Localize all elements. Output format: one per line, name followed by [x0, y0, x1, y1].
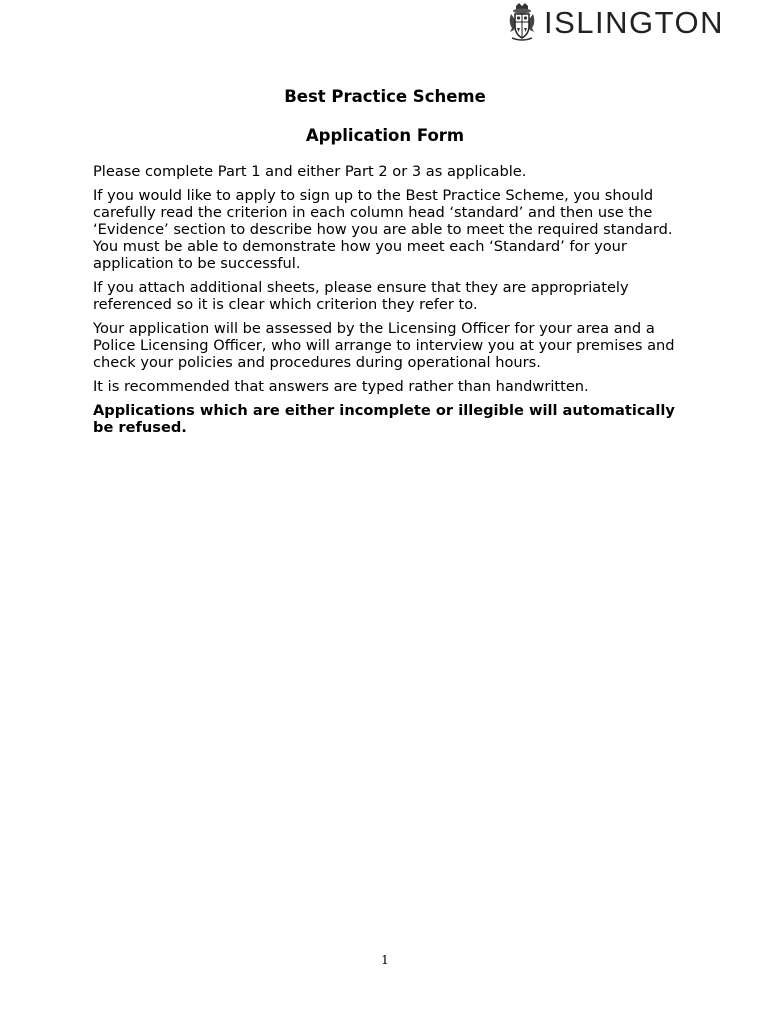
instructions-body [93, 163, 683, 443]
logo-wordmark: ISLINGTON [543, 4, 724, 40]
instruction-paragraph: Your application will be assessed by the Licensing Officer for your area and a Police Licensing Officer, who will arrange to interview you at your premises and check your policies and procedures during operational hours. [93, 320, 675, 371]
instruction-paragraph: If you would like to apply to sign up to the Best Practice Scheme, you should carefully read the criterion in each column head ‘standard’ and then use the ‘Evidence’ section to describe how you are able to meet the required standard. You must be able to demonstrate how you meet each ‘Standard’ for your application to be successful. [93, 187, 673, 272]
islington-logo [506, 0, 724, 44]
instruction-paragraph: It is recommended that answers are typed rather than handwritten. [93, 378, 589, 395]
refusal-warning: Applications which are either incomplete or illegible will automatically be refused. [93, 402, 675, 436]
page-title: Best Practice Scheme [284, 87, 486, 106]
page-number: 1 [381, 953, 389, 967]
instruction-paragraph: If you attach additional sheets, please ensure that they are appropriately referenced so it is clear which criterion they refer to. [93, 279, 629, 313]
instruction-paragraph: Please complete Part 1 and either Part 2 or 3 as applicable. [93, 163, 527, 180]
council-crest-icon [506, 2, 538, 42]
form-subtitle: Application Form [305, 126, 465, 145]
